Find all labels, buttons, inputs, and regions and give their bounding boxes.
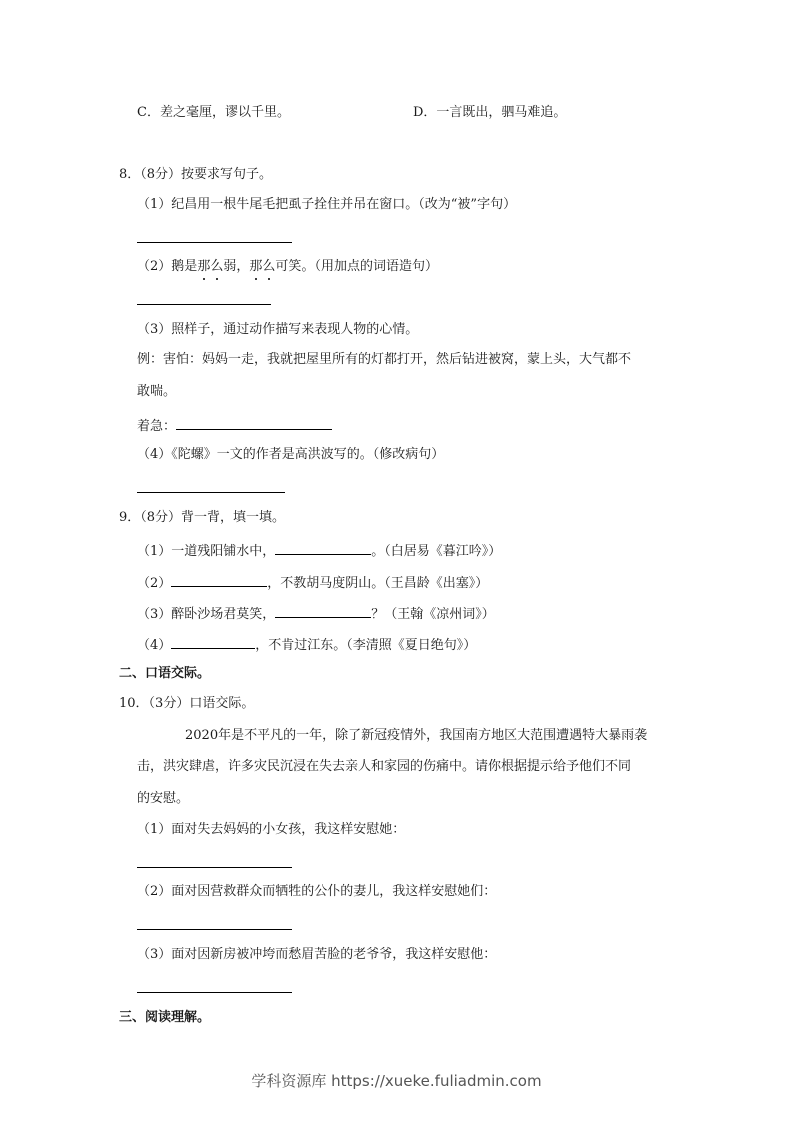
option-c: C．差之毫厘，谬以千里。 — [137, 105, 290, 120]
q8-s2-suffix: （用加点的词语造句） — [314, 259, 438, 274]
q9-p4-source: ，不肯过江东。（李清照《夏日绝句》） — [255, 638, 477, 653]
q10-answer-line-3[interactable] — [137, 992, 292, 993]
anxious-answer-blank[interactable] — [176, 415, 332, 430]
q10-sentence-3: （3）面对因新房被冲垮而愁眉苦脸的老爷爷，我这样安慰他： — [137, 947, 497, 962]
q8-s2-char: 鹅 — [171, 259, 185, 274]
q10-sentence-1: （1）面对失去妈妈的小女孩，我这样安慰她： — [137, 822, 406, 837]
q9-p4-blank[interactable] — [171, 634, 255, 649]
section-2-heading: 二、口语交际。 — [119, 666, 211, 681]
q9-poem-1 — [137, 540, 501, 561]
q10-title: 10．（3分）口语交际。 — [119, 696, 255, 711]
q9-p1-blank[interactable] — [275, 540, 371, 555]
q8-s2-char: 笑 — [288, 259, 302, 274]
footer-watermark: 学科资源库 https://xueke.fuliadmin.com — [251, 1072, 542, 1090]
q8-answer-line-4[interactable] — [137, 492, 285, 493]
q9-p4-text: （4） — [137, 638, 172, 653]
q9-poem-4 — [137, 634, 476, 655]
q8-s2-char: 。 — [301, 259, 315, 274]
q8-answer-line-1[interactable] — [137, 242, 292, 243]
q8-s2-char: 可 — [275, 259, 289, 274]
q8-s2-char: ， — [236, 259, 250, 274]
anxious-label: 着急： — [137, 419, 177, 434]
q8-sentence-2 — [137, 258, 438, 276]
q9-p2-blank[interactable] — [171, 572, 267, 587]
q10-paragraph-line-1: 2020年是不平凡的一年，除了新冠疫情外，我国南方地区大范围遭遇特大暴雨袭 — [185, 728, 648, 743]
q8-anxious — [137, 415, 332, 436]
q10-sentence-2: （2）面对因营救群众而牺牲的公仆的妻儿，我这样安慰她们： — [137, 884, 497, 899]
q10-answer-line-1[interactable] — [137, 867, 292, 868]
dotted-char: 么 — [210, 259, 224, 274]
q8-title: 8．（8分）按要求写句子。 — [119, 167, 273, 182]
q9-p2-source: ，不教胡马度阴山。（王昌龄《出塞》） — [267, 576, 489, 591]
q10-paragraph-line-3: 的安慰。 — [137, 791, 190, 806]
q9-p2-text: （2） — [137, 576, 172, 591]
q8-example-line-1: 例：害怕：妈妈一走，我就把屋里所有的灯都打开，然后钻进被窝，蒙上头，大气都不 — [137, 352, 632, 367]
q8-s2-char: 是 — [184, 259, 198, 274]
option-d: D．一言既出，驷马难追。 — [413, 105, 567, 120]
q8-sentence-1: （1）纪昌用一根牛尾毛把虱子拴住并吊在窗口。（改为“被”字句） — [137, 197, 517, 212]
q8-example-line-2: 敢喘。 — [137, 384, 177, 399]
q9-p3-blank[interactable] — [275, 603, 371, 618]
section-3-heading: 三、阅读理解。 — [119, 1010, 211, 1025]
q9-p3-source: ？（王翰《凉州词》） — [371, 607, 495, 622]
q8-s2-char: 弱 — [223, 259, 237, 274]
q8-sentence-3: （3）照样子，通过动作描写来表现人物的心情。 — [137, 322, 419, 337]
q10-paragraph-line-2: 击，洪灾肆虐，许多灾民沉浸在失去亲人和家园的伤痛中。请你根据提示给予他们不同 — [137, 759, 632, 774]
q8-sentence-4: （4）《陀螺》一文的作者是高洪波写的。（修改病句） — [137, 447, 445, 462]
q9-p3-text: （3）醉卧沙场君莫笑， — [137, 607, 276, 622]
q9-title: 9．（8分）背一背，填一填。 — [119, 510, 286, 525]
q9-p1-text: （1）一道残阳铺水中， — [137, 544, 276, 559]
dotted-char: 那 — [249, 259, 263, 274]
dotted-char: 那 — [197, 259, 211, 274]
q9-poem-2 — [137, 572, 488, 593]
q9-p1-source: 。（白居易《暮江吟》） — [371, 544, 502, 559]
q10-answer-line-2[interactable] — [137, 929, 292, 930]
q8-s2-prefix: （2） — [137, 259, 172, 274]
dotted-char: 么 — [262, 259, 276, 274]
q9-poem-3 — [137, 603, 495, 624]
q8-answer-line-2[interactable] — [137, 304, 271, 305]
